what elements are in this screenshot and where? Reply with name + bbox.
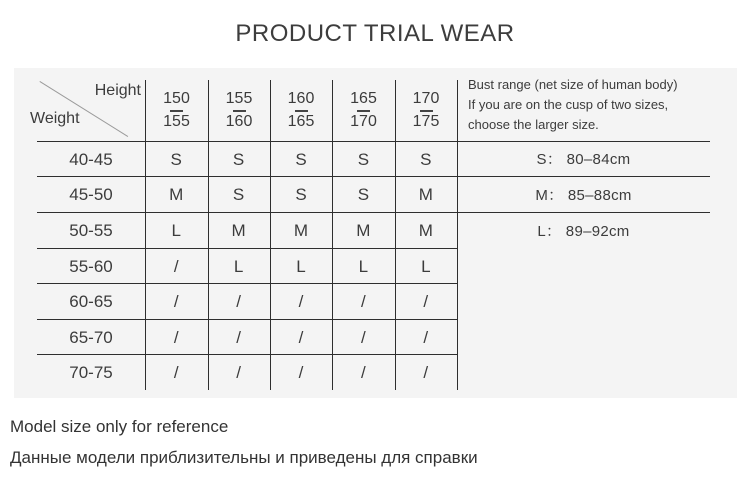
size-cell: / — [298, 362, 304, 382]
size-cell: L — [421, 256, 431, 276]
size-cell: / — [236, 362, 241, 382]
size-cell: / — [361, 362, 366, 382]
weight-range-label: 60-65 — [69, 291, 113, 311]
size-cell: M — [231, 220, 246, 240]
size-cell: S — [170, 149, 182, 169]
size-cell: / — [173, 362, 179, 382]
size-cell: S — [232, 149, 245, 169]
table-row — [37, 213, 457, 248]
table-row — [37, 284, 457, 319]
size-cell: / — [423, 327, 429, 347]
size-cell: L — [171, 220, 181, 240]
height-column-header — [332, 80, 395, 141]
page-title: PRODUCT TRIAL WEAR — [235, 20, 515, 47]
size-cell: / — [236, 327, 241, 347]
range-dash — [420, 110, 433, 112]
height-from: 165 — [350, 89, 377, 107]
table-row — [37, 177, 457, 212]
size-cell: M — [356, 220, 371, 240]
height-from: 170 — [412, 89, 440, 107]
weight-range-label: 45-50 — [69, 184, 113, 204]
height-axis-label: Height — [94, 82, 141, 99]
height-to: 155 — [163, 113, 190, 130]
size-cell: S — [357, 184, 370, 204]
range-dash — [295, 110, 308, 112]
size-cell: S — [420, 149, 432, 169]
table-row — [37, 320, 457, 355]
size-cell: / — [236, 291, 241, 311]
size-cell: L — [358, 256, 369, 276]
size-cell: L — [296, 256, 306, 276]
size-cell: S — [295, 184, 307, 204]
size-cell: / — [173, 256, 179, 276]
weight-range-label: 65-70 — [69, 327, 113, 347]
note-russian: Данные модели приблизительны и приведены для справки — [10, 448, 478, 467]
size-cell: / — [423, 291, 429, 311]
range-dash — [170, 110, 183, 112]
bust-range-l: L： 89–92cm — [537, 222, 630, 240]
size-cell: / — [361, 327, 366, 347]
weight-range-label: 70-75 — [69, 362, 113, 382]
height-from: 160 — [287, 89, 315, 107]
height-column-header — [145, 80, 208, 141]
height-to: 175 — [412, 113, 440, 130]
height-column-header — [395, 80, 457, 141]
size-cell: / — [423, 362, 429, 382]
height-to: 170 — [350, 113, 377, 130]
bust-note-line1: Bust range (net size of human body) — [468, 77, 678, 92]
size-cell: / — [173, 291, 179, 311]
bust-range-m: M： 85–88cm — [535, 186, 632, 204]
note-english: Model size only for reference — [10, 417, 229, 436]
height-from: 155 — [225, 89, 253, 107]
size-cell: / — [173, 327, 179, 347]
table-row — [37, 355, 457, 390]
weight-range-label: 55-60 — [69, 256, 113, 276]
height-from: 150 — [163, 89, 190, 107]
height-column-header — [270, 80, 332, 141]
corner-header-cell — [30, 68, 145, 141]
range-dash — [357, 110, 370, 112]
weight-range-label: 50-55 — [69, 220, 113, 240]
size-cell: S — [357, 149, 370, 169]
height-column-header — [208, 80, 270, 141]
size-cell: / — [298, 291, 304, 311]
bust-range-note — [468, 75, 734, 135]
weight-axis-label: Weight — [30, 110, 80, 127]
size-cell: / — [361, 291, 366, 311]
size-chart-panel — [14, 68, 737, 398]
size-cell: M — [418, 184, 433, 204]
size-cell: S — [232, 184, 245, 204]
size-cell: M — [418, 220, 433, 240]
bust-note-line3: choose the larger size. — [468, 117, 599, 132]
size-cell: M — [169, 184, 184, 204]
size-cell: M — [293, 220, 309, 240]
height-to: 165 — [287, 113, 315, 130]
height-to: 160 — [225, 113, 253, 130]
bust-range-s: S： 80–84cm — [536, 151, 631, 168]
range-dash — [233, 110, 246, 112]
size-cell: / — [298, 327, 304, 347]
table-row — [37, 142, 457, 177]
bust-note-line2: If you are on the cusp of two sizes, — [468, 97, 669, 112]
weight-range-label: 40-45 — [69, 149, 113, 169]
size-cell: L — [233, 256, 244, 276]
table-row — [37, 249, 457, 284]
size-cell: S — [295, 149, 307, 169]
